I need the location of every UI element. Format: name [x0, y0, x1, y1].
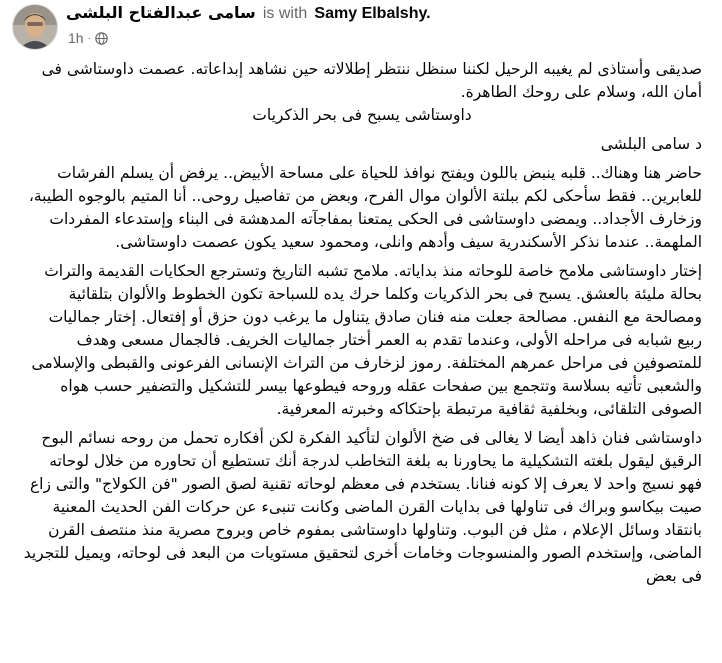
- post-header: [6, 0, 716, 58]
- article-title: داوستاشى يسبح فى بحر الذكريات: [252, 106, 472, 124]
- author-avatar[interactable]: [12, 4, 58, 50]
- body-paragraph-3: داوستاشى فنان ذاهد أيضا لا يغالى فى ضخ الألوان لتأكيد الفكرة لكن أفكاره تحمل من روحه نسائم البوح الرقيق ليقول بلغته التشكيلية ما يحاورنا به بلغة التخاطب لدرجة أنك تستطيع أن تحاوره من خلال لوحاته فهو نسيج واحد لا يعرف إلا كونه فنانا. يستخدم فى معظم لوحاته تقنية لصق الصور "فن الكولاج" والتى زاع صيت بيكاسو وبراك فى تناولها فى بدايات القرن الماضى وكانت تنبىء عن حركات الفن الحديث المعنية بانتقاد وسائل الإعلام ، مثل فن البوب. وتناولها داوستاشى بمفوم خاص وبروح مصرية منذ منتصف القرن الماضى، وإستخدم الصور والمنسوجات وخامات أخرى لتحقيق مستويات من البعد فى لوحاته، ويميل للتجريد فى بعض: [23, 429, 702, 585]
- article-byline: د سامى البلشى: [600, 135, 702, 153]
- author-name-link[interactable]: سامى عبدالفتاح البلشى: [66, 3, 256, 22]
- body-paragraph-2: إختار داوستاشى ملامح خاصة للوحاته منذ بداياته. ملامح تشبه التاريخ وتسترجع الحكايات القديمة والتراث بحالة مليئة بالعشق. يسبح فى بحر الذكريات وكلما حرك يده للسباحة تكون الخطوط والألوان بتلقائية ومصالحة مع النفس. مصالحة جعلت منه فنان صادق يتناول ما يرغب دون حزق أو إفتعال. إختار جماليات ربيع شبابه فى مراحله الأولى، وعندما تقدم به العمر أختار جماليات الخريف. فالجمال مسعى وهدف للمتصوفين فى مراحل عمرهم المختلفة. رموز لزخارف من التراث الإنسانى الفرعونى والقبطى والإسلامى والشعبى تأتيه بسلاسة وتتجمع بين صفحات عقله وروحه فيطوعها بيسر للتشكيل والتضفير حسب هواه الصوفى التلقائى، وبخلفية ثقافية مرتبطة بإحتكاكه وخبرته المعرفية.: [31, 262, 702, 418]
- avatar-image: [13, 5, 57, 49]
- post-timestamp[interactable]: 1h: [68, 30, 84, 46]
- meta-separator: ·: [87, 32, 91, 44]
- post-meta: [68, 30, 108, 46]
- post-body: [22, 58, 702, 588]
- tagged-user-link[interactable]: Samy Elbalshy.: [314, 5, 431, 22]
- globe-icon[interactable]: [95, 32, 108, 45]
- intro-paragraph: صديقى وأستاذى لم يغيبه الرحيل لكننا سنظل ننتظر إطلالاته حين نشاهد إبداعاته. عصمت داوستاشى فى أمان الله، وسلام على روحك الطاهرة.: [41, 60, 702, 101]
- post-author-line: [66, 2, 431, 25]
- with-label: is with: [262, 5, 308, 22]
- body-paragraph-1: حاضر هنا وهناك.. قلبه ينبض باللون ويفتح نوافذ للحياة على مساحة الأبيض.. يرفض أن يسلم الفرشات للعابرين.. فقط سأحكى لكم ببلتة الألوان موال الفرح، وبعض من تفاصيل روحى.. أنا المتيم بالوجوه الطيبة، وزخارف الأجداد.. ويمضى داوستاشى فى الحكى يمتعنا بمفاجآته المدهشة فى البناء وإستدعاء المفردات الملهمة.. عندما نذكر الأسكندرية سيف وأدهم وانلى، ومحمود سعيد يكون عصمت داوستاشى.: [28, 164, 702, 251]
